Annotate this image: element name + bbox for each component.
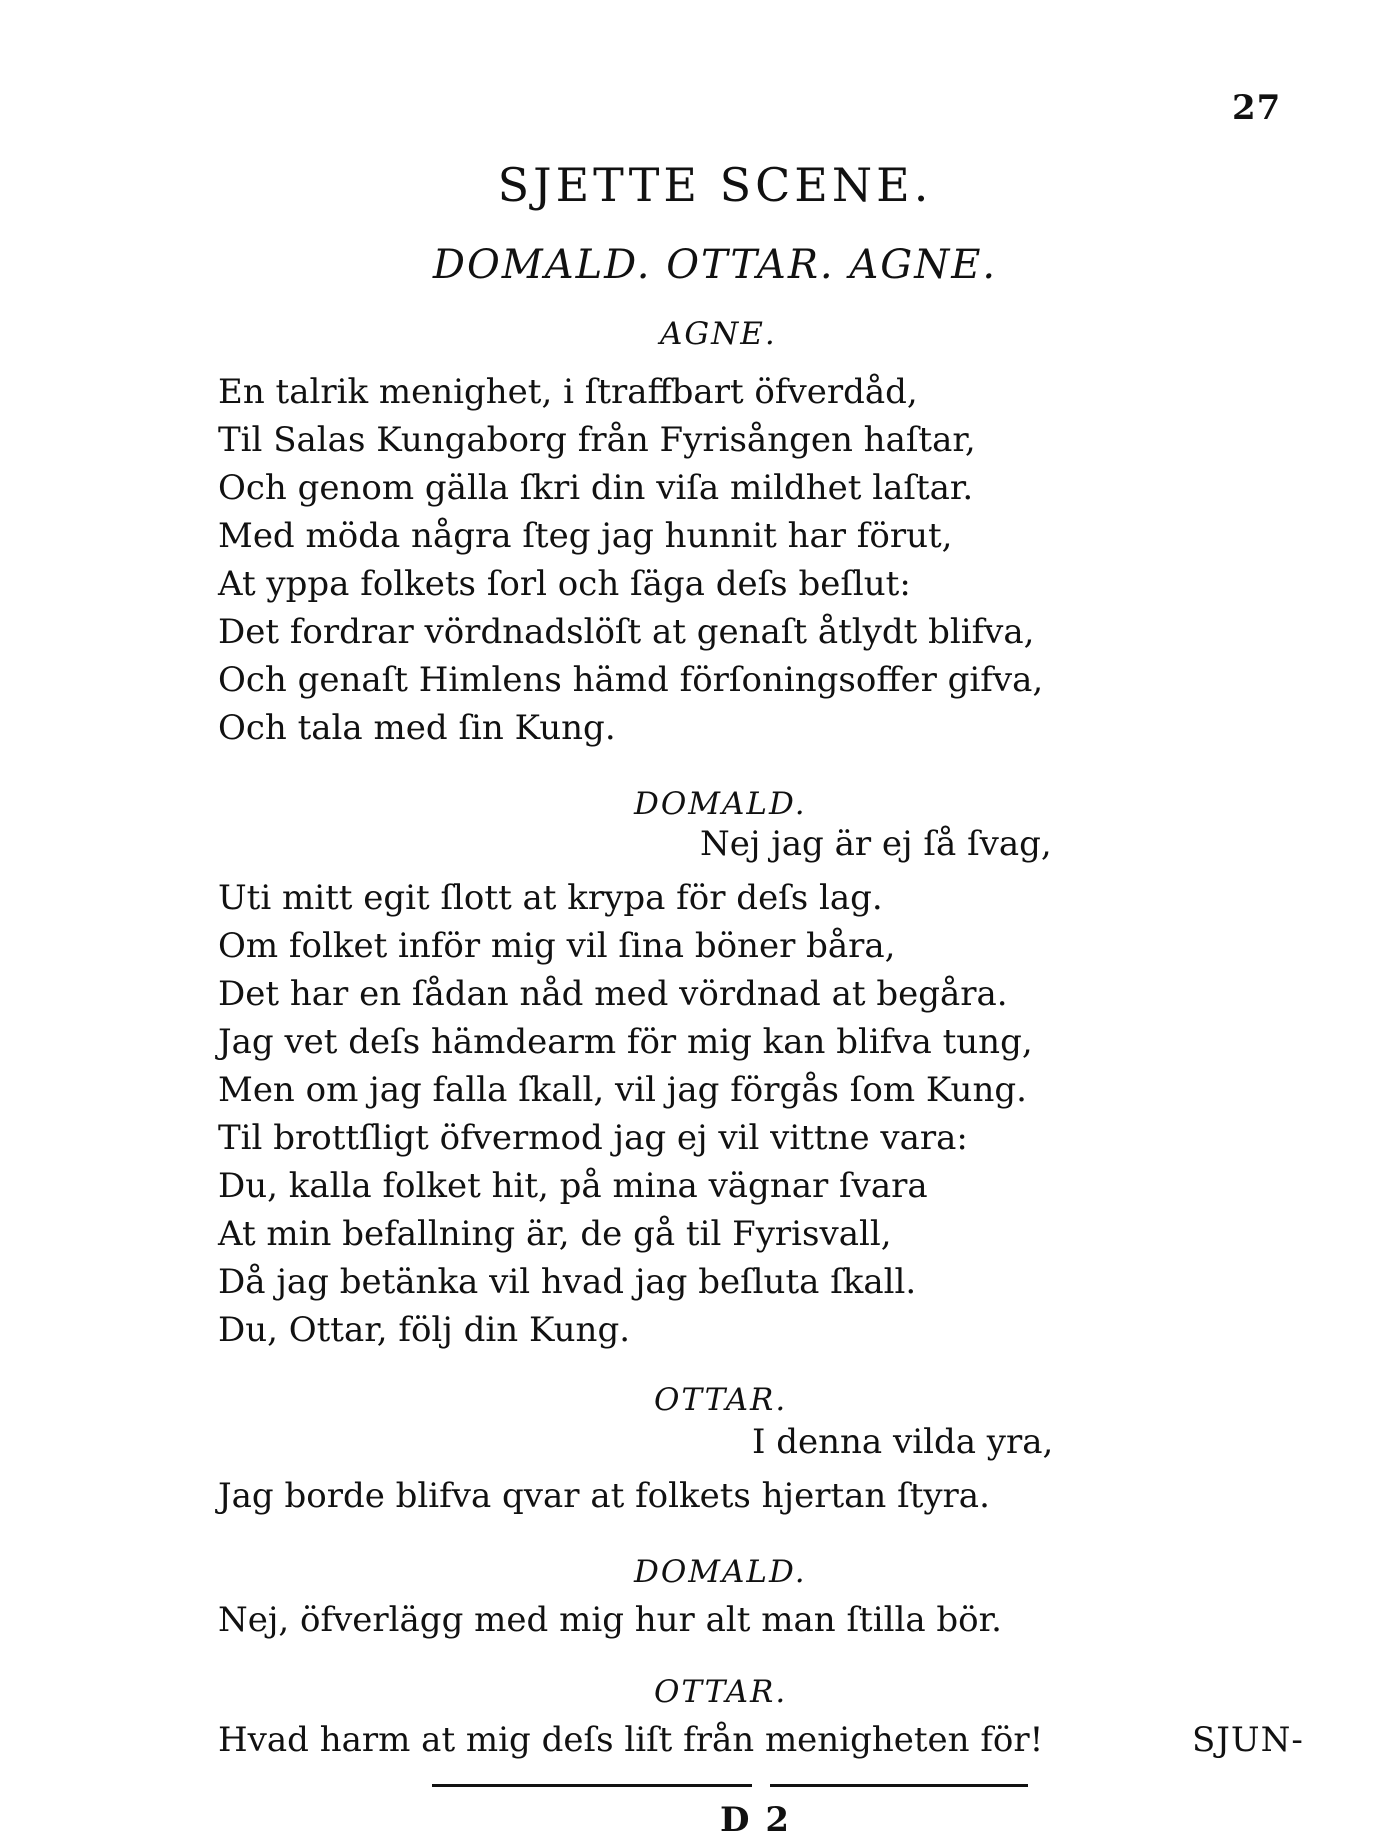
verse-line: Hvad harm at mig deſs liſt från menigheten för! xyxy=(218,1720,1044,1760)
verse-line: Jag vet deſs hämdearm för mig kan blifva tung, xyxy=(218,1022,1033,1062)
verse-line: Uti mitt egit ſlott at krypa för deſs lag. xyxy=(218,878,883,918)
scene-title: SJETTE SCENE. xyxy=(497,158,933,212)
speaker-domald: DOMALD. xyxy=(634,786,807,822)
verse-line: Då jag betänka vil hvad jag beſluta ſkall. xyxy=(218,1262,917,1302)
speaker-ottar: OTTAR. xyxy=(654,1674,788,1710)
scene-characters: DOMALD. OTTAR. AGNE. xyxy=(432,242,998,288)
speech-agne-verse xyxy=(218,368,1043,752)
catchword: SJUN- xyxy=(1192,1720,1304,1760)
speaker-ottar: OTTAR. xyxy=(654,1382,788,1418)
signature-mark: D 2 xyxy=(720,1800,791,1840)
verse-line: Til brottſligt öfvermod jag ej vil vittne vara: xyxy=(218,1118,968,1158)
verse-line: Til Salas Kungaborg från Fyrisången haſtar, xyxy=(218,420,976,460)
verse-line: Du, Ottar, följ din Kung. xyxy=(218,1310,631,1350)
verse-line: At min befallning är, de gå til Fyrisvall, xyxy=(218,1214,892,1254)
speech-domald-verse xyxy=(218,1596,1002,1644)
verse-line: En talrik menighet, i ſtraffbart öfverdåd, xyxy=(218,372,918,412)
verse-line: Och genaſt Himlens hämd förſoningsoffer gifva, xyxy=(218,660,1044,700)
verse-line: Du, kalla folket hit, på mina vägnar ſvara xyxy=(218,1166,928,1206)
verse-line: Men om jag falla ſkall, vil jag förgås ſom Kung. xyxy=(218,1070,1027,1110)
verse-line: Jag borde blifva qvar at folkets hjertan ſtyra. xyxy=(218,1476,990,1516)
speech-domald-verse xyxy=(218,874,1033,1354)
verse-line: Nej, öfverlägg med mig hur alt man ſtilla bör. xyxy=(218,1600,1002,1640)
verse-continuation: Nej jag är ej ſå ſvag, xyxy=(700,824,1052,864)
verse-line: Och genom gälla ſkri din viſa mildhet laſtar. xyxy=(218,468,974,508)
footer-rule xyxy=(770,1784,1028,1787)
footer-rule xyxy=(432,1784,752,1787)
verse-line: Det fordrar vördnadslöſt at genaſt åtlydt blifva, xyxy=(218,612,1035,652)
verse-line: Det har en ſådan nåd med vördnad at begåra. xyxy=(218,974,1008,1014)
speaker-agne: AGNE. xyxy=(660,316,777,352)
verse-line: Om folket inför mig vil ſina böner båra, xyxy=(218,926,896,966)
verse-continuation: I denna vilda yra, xyxy=(752,1422,1054,1462)
verse-line: Med möda några ſteg jag hunnit har förut, xyxy=(218,516,953,556)
page-number: 27 xyxy=(1232,88,1282,128)
verse-line: At yppa folkets ſorl och ſäga deſs beſlut: xyxy=(218,564,911,604)
speech-ottar-verse xyxy=(218,1716,1043,1764)
speech-ottar-verse xyxy=(218,1472,990,1520)
speaker-domald: DOMALD. xyxy=(634,1554,807,1590)
verse-line: Och tala med ſin Kung. xyxy=(218,708,616,748)
